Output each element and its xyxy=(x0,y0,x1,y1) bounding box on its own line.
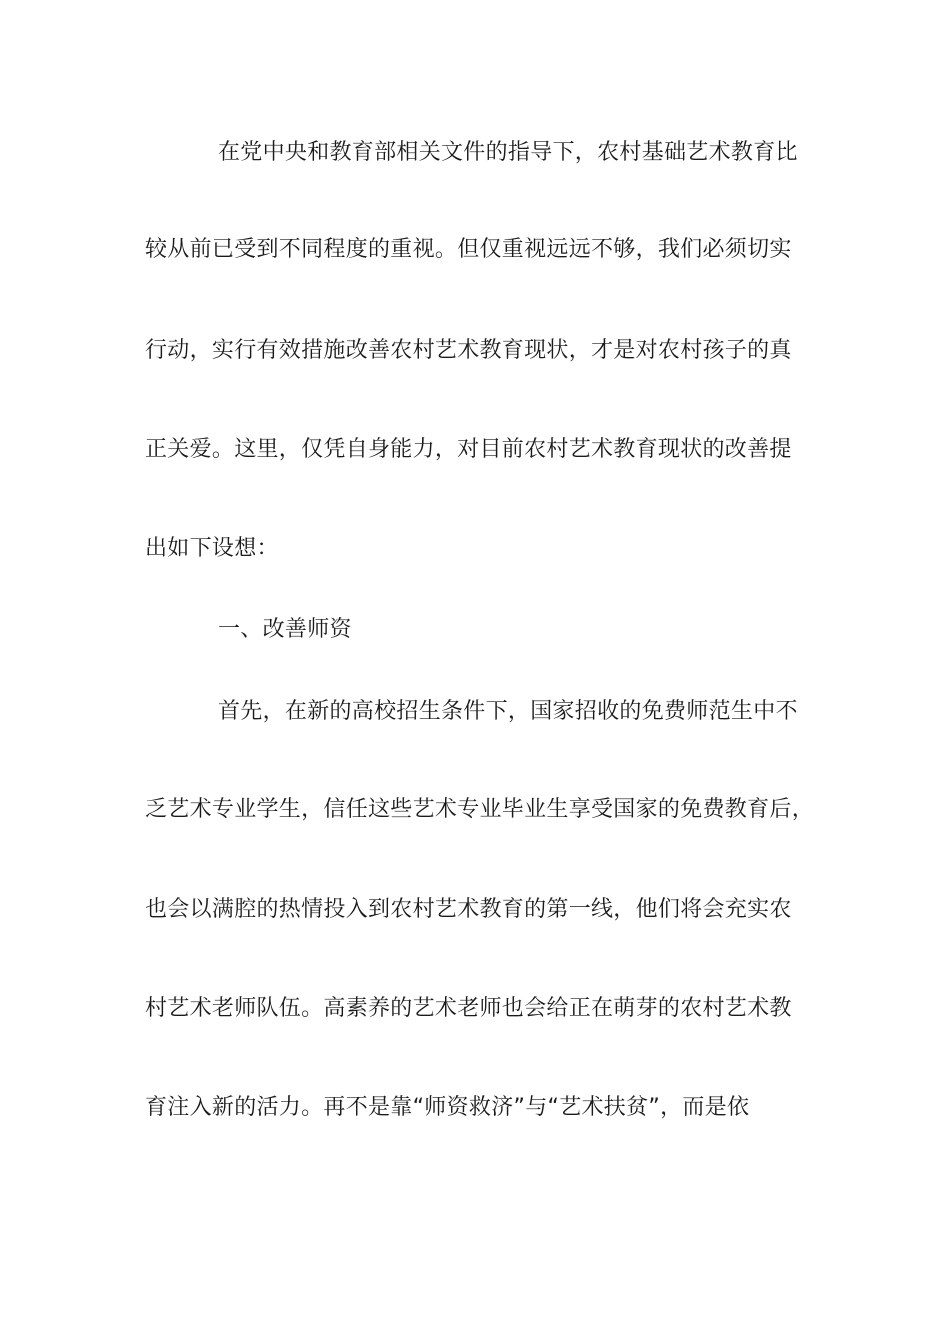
paragraph-1-line-3: 行动，实行有效措施改善农村艺术教育现状，才是对农村孩子的真 xyxy=(145,338,792,363)
section-heading: 一、改善师资 xyxy=(218,617,352,642)
paragraph-1-line-4: 正关爱。这里，仅凭自身能力，对目前农村艺术教育现状的改善提 xyxy=(145,437,792,462)
paragraph-1-line-5: 出如下设想： xyxy=(145,536,279,561)
paragraph-2-line-3: 也会以满腔的热情投入到农村艺术教育的第一线，他们将会充实农 xyxy=(145,897,792,922)
paragraph-2-line-5: 育注入新的活力。再不是靠“师资救济”与“艺术扶贫”，而是依 xyxy=(145,1095,750,1120)
paragraph-2-line-2: 乏艺术专业学生，信任这些艺术专业毕业生享受国家的免费教育后， xyxy=(145,797,815,822)
paragraph-1-line-1: 在党中央和教育部相关文件的指导下，农村基础艺术教育比 xyxy=(218,140,798,165)
paragraph-2-line-4: 村艺术老师队伍。高素养的艺术老师也会给正在萌芽的农村艺术教 xyxy=(145,996,792,1021)
paragraph-1-line-2: 较从前已受到不同程度的重视。但仅重视远远不够，我们必须切实 xyxy=(145,237,792,262)
paragraph-2-line-1: 首先，在新的高校招生条件下，国家招收的免费师范生中不 xyxy=(218,699,798,724)
